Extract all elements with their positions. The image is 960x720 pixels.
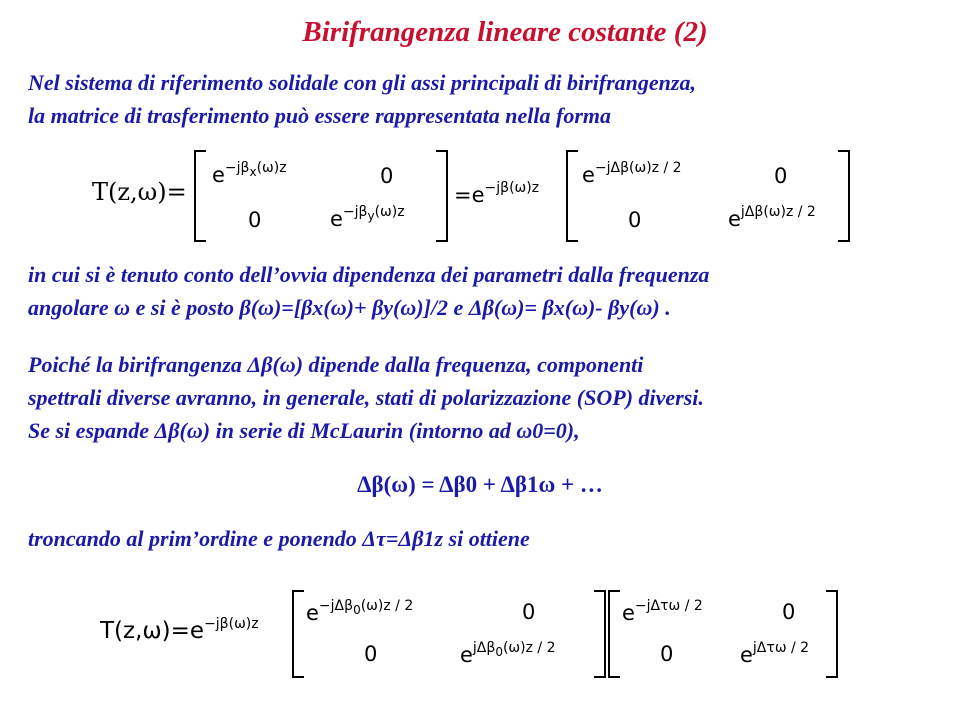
eq2-m1-left-bracket xyxy=(292,590,304,678)
eq1-m1-a12: 0 xyxy=(380,164,394,188)
eq2-m2-left-bracket xyxy=(608,590,620,678)
eq1-m1-a21: 0 xyxy=(248,208,262,232)
eq2-m1-a12: 0 xyxy=(522,600,536,624)
paragraph-2 xyxy=(28,258,709,324)
eq2-m2-a11: $e^{-j\Delta\tau\omega / 2}$ xyxy=(622,598,703,625)
paragraph-4: troncando al prim’ordine e ponendo Δτ=Δβ1z si ottiene xyxy=(28,526,530,551)
eq2-m2-a12: 0 xyxy=(782,600,796,624)
eq2-m2-a21: 0 xyxy=(660,642,674,666)
series-expansion: Δβ(ω) = Δβ0 + Δβ1ω + … xyxy=(357,472,603,497)
eq1-m2-a12: 0 xyxy=(774,164,788,188)
eq2-m2-right-bracket xyxy=(826,590,838,678)
eq2-m1-right-bracket xyxy=(594,590,606,678)
eq1-m1-right-bracket xyxy=(436,150,448,242)
para3-line-1: Poiché la birifrangenza Δβ(ω) dipende dalla frequenza, componenti xyxy=(28,352,644,377)
eq1-m1-a11: $e^{-j\beta x(\omega)z}$ xyxy=(212,160,287,187)
eq1-m2-a11: $e^{-j\Delta\beta(\omega)z / 2}$ xyxy=(582,160,682,187)
eq1-m2-a21: 0 xyxy=(628,208,642,232)
eq1-m1-a22: $e^{-j\beta y(\omega)z}$ xyxy=(330,204,405,231)
intro-line-1: Nel sistema di riferimento solidale con gli assi principali di birifrangenza, xyxy=(28,70,696,95)
eq1-m1-left-bracket xyxy=(194,150,206,242)
eq2-m1-a11: $e^{-j\Delta\beta 0(\omega)z / 2}$ xyxy=(306,598,414,625)
para3-line-3: Se si espande Δβ(ω) in serie di McLaurin (intorno ad ω0=0), xyxy=(28,418,580,443)
paragraph-3 xyxy=(28,348,704,447)
eq1-m2-right-bracket xyxy=(838,150,850,242)
eq2-lhs: $T(z,\omega)=e^{-j\beta(\omega)z}$ xyxy=(100,616,259,644)
eq2-m1-a22: $e^{j\Delta\beta 0(\omega)z / 2}$ xyxy=(460,640,556,667)
eq1-lhs: T(z,ω)= xyxy=(92,178,187,206)
eq1-mid-factor: $=e^{-j\beta(\omega)z}$ xyxy=(454,180,540,207)
page-title: Birifrangenza lineare costante (2) xyxy=(302,16,708,48)
para3-line-2: spettrali diverse avranno, in generale, stati di polarizzazione (SOP) diversi. xyxy=(28,385,704,410)
para2-line-2: angolare ω e si è posto β(ω)=[βx(ω)+ βy(ω)]/2 e Δβ(ω)= βx(ω)- βy(ω) . xyxy=(28,295,671,320)
eq2-m1-a21: 0 xyxy=(364,642,378,666)
eq1-m2-left-bracket xyxy=(566,150,578,242)
eq2-m2-a22: $e^{j\Delta\tau\omega / 2}$ xyxy=(740,640,810,667)
intro-line-2: la matrice di trasferimento può essere rappresentata nella forma xyxy=(28,103,611,128)
para2-line-1: in cui si è tenuto conto dell’ovvia dipendenza dei parametri dalla frequenza xyxy=(28,262,710,287)
eq1-m2-a22: $e^{j\Delta\beta(\omega)z / 2}$ xyxy=(728,204,816,231)
intro-paragraph xyxy=(28,66,696,132)
